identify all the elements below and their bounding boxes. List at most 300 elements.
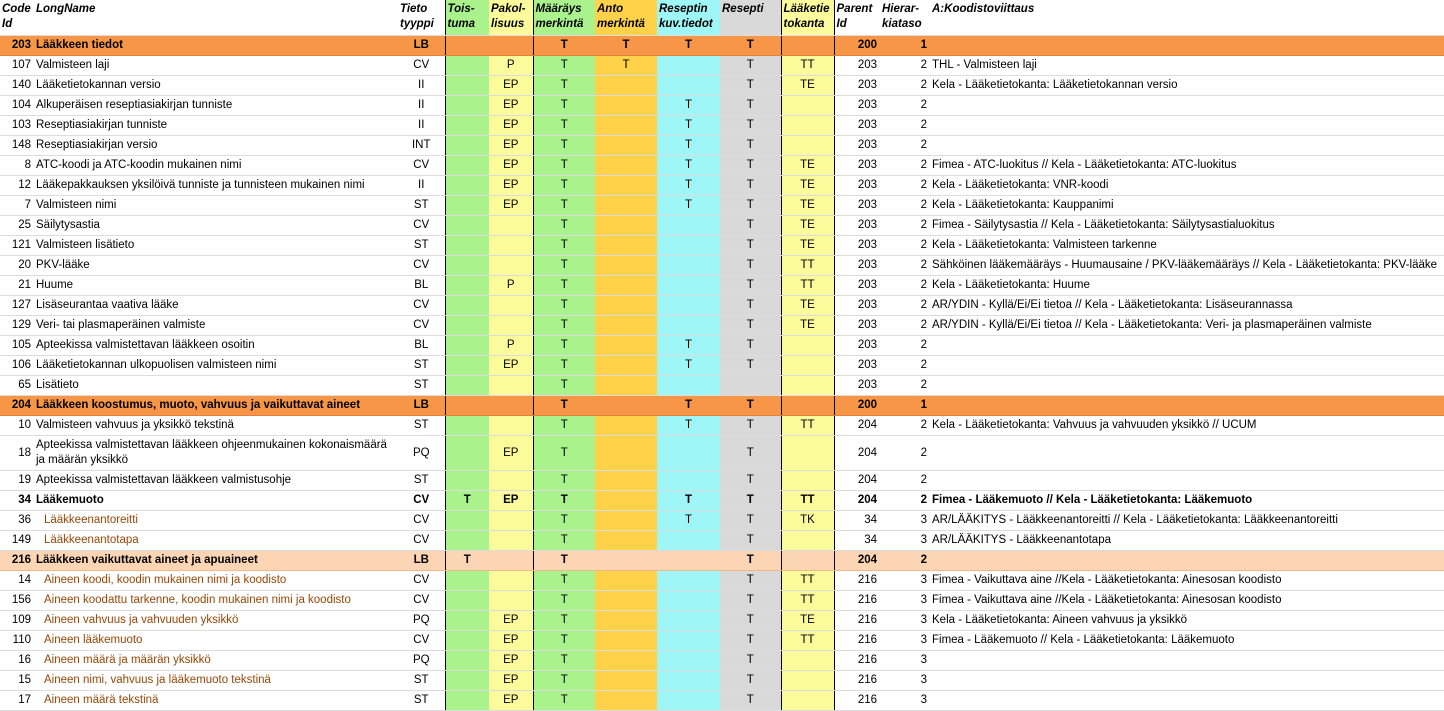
- cell-code-id[interactable]: [0, 76, 34, 96]
- header-laaketietokanta[interactable]: Lääketie tokanta: [781, 0, 834, 36]
- cell-laaketietokanta[interactable]: [781, 176, 834, 196]
- cell-tietotyyppi[interactable]: [398, 196, 445, 216]
- cell-reseptin-kuv[interactable]: [657, 511, 720, 531]
- cell-pakollisuus[interactable]: [489, 136, 533, 156]
- cell-reseptin-kuv[interactable]: [657, 216, 720, 236]
- cell-toistuma[interactable]: [445, 276, 489, 296]
- cell-koodistoviittaus[interactable]: [930, 236, 1444, 256]
- cell-laaketietokanta[interactable]: [781, 631, 834, 651]
- cell-anto[interactable]: [595, 471, 657, 491]
- cell-laaketietokanta[interactable]: [781, 56, 834, 76]
- cell-resepti[interactable]: [720, 36, 781, 56]
- cell-koodistoviittaus[interactable]: [930, 671, 1444, 691]
- cell-code-id[interactable]: [0, 436, 34, 471]
- cell-parent-id[interactable]: [834, 471, 880, 491]
- cell-longname[interactable]: [34, 436, 398, 471]
- cell-parent-id[interactable]: [834, 376, 880, 396]
- cell-tietotyyppi[interactable]: [398, 36, 445, 56]
- cell-code-id[interactable]: [0, 571, 34, 591]
- cell-tietotyyppi[interactable]: [398, 96, 445, 116]
- cell-koodistoviittaus[interactable]: [930, 56, 1444, 76]
- cell-hierarkiataso[interactable]: [880, 56, 930, 76]
- cell-tietotyyppi[interactable]: [398, 356, 445, 376]
- cell-anto[interactable]: [595, 651, 657, 671]
- header-koodistoviittaus[interactable]: A:Koodistoviittaus: [930, 0, 1444, 36]
- cell-reseptin-kuv[interactable]: [657, 316, 720, 336]
- cell-toistuma[interactable]: [445, 376, 489, 396]
- cell-tietotyyppi[interactable]: [398, 651, 445, 671]
- cell-reseptin-kuv[interactable]: [657, 471, 720, 491]
- cell-resepti[interactable]: [720, 56, 781, 76]
- cell-resepti[interactable]: [720, 631, 781, 651]
- cell-reseptin-kuv[interactable]: [657, 571, 720, 591]
- cell-longname[interactable]: [34, 356, 398, 376]
- cell-toistuma[interactable]: [445, 356, 489, 376]
- cell-code-id[interactable]: [0, 396, 34, 416]
- cell-pakollisuus[interactable]: [489, 36, 533, 56]
- cell-pakollisuus[interactable]: [489, 296, 533, 316]
- cell-parent-id[interactable]: [834, 316, 880, 336]
- cell-reseptin-kuv[interactable]: [657, 396, 720, 416]
- cell-maarays[interactable]: [533, 691, 595, 711]
- cell-code-id[interactable]: [0, 116, 34, 136]
- cell-resepti[interactable]: [720, 156, 781, 176]
- cell-resepti[interactable]: [720, 511, 781, 531]
- cell-hierarkiataso[interactable]: [880, 136, 930, 156]
- cell-anto[interactable]: [595, 511, 657, 531]
- cell-pakollisuus[interactable]: [489, 571, 533, 591]
- cell-laaketietokanta[interactable]: [781, 276, 834, 296]
- cell-parent-id[interactable]: [834, 591, 880, 611]
- cell-laaketietokanta[interactable]: [781, 671, 834, 691]
- cell-anto[interactable]: [595, 671, 657, 691]
- cell-parent-id[interactable]: [834, 256, 880, 276]
- cell-longname[interactable]: [34, 491, 398, 511]
- cell-maarays[interactable]: [533, 176, 595, 196]
- cell-tietotyyppi[interactable]: [398, 156, 445, 176]
- cell-anto[interactable]: [595, 571, 657, 591]
- cell-pakollisuus[interactable]: [489, 216, 533, 236]
- cell-toistuma[interactable]: [445, 551, 489, 571]
- cell-reseptin-kuv[interactable]: [657, 176, 720, 196]
- cell-reseptin-kuv[interactable]: [657, 136, 720, 156]
- cell-koodistoviittaus[interactable]: [930, 691, 1444, 711]
- cell-maarays[interactable]: [533, 56, 595, 76]
- cell-parent-id[interactable]: [834, 651, 880, 671]
- cell-reseptin-kuv[interactable]: [657, 531, 720, 551]
- cell-tietotyyppi[interactable]: [398, 396, 445, 416]
- cell-tietotyyppi[interactable]: [398, 316, 445, 336]
- cell-maarays[interactable]: [533, 36, 595, 56]
- cell-anto[interactable]: [595, 276, 657, 296]
- cell-anto[interactable]: [595, 256, 657, 276]
- cell-hierarkiataso[interactable]: [880, 36, 930, 56]
- cell-maarays[interactable]: [533, 416, 595, 436]
- header-parent-id[interactable]: Parent Id: [834, 0, 880, 36]
- cell-pakollisuus[interactable]: [489, 551, 533, 571]
- cell-tietotyyppi[interactable]: [398, 591, 445, 611]
- cell-anto[interactable]: [595, 436, 657, 471]
- cell-laaketietokanta[interactable]: [781, 196, 834, 216]
- cell-parent-id[interactable]: [834, 236, 880, 256]
- cell-parent-id[interactable]: [834, 276, 880, 296]
- cell-pakollisuus[interactable]: [489, 256, 533, 276]
- cell-toistuma[interactable]: [445, 491, 489, 511]
- cell-tietotyyppi[interactable]: [398, 76, 445, 96]
- cell-longname[interactable]: [34, 691, 398, 711]
- cell-hierarkiataso[interactable]: [880, 296, 930, 316]
- cell-code-id[interactable]: [0, 611, 34, 631]
- cell-maarays[interactable]: [533, 216, 595, 236]
- cell-longname[interactable]: [34, 416, 398, 436]
- cell-code-id[interactable]: [0, 56, 34, 76]
- cell-tietotyyppi[interactable]: [398, 611, 445, 631]
- cell-longname[interactable]: [34, 136, 398, 156]
- cell-code-id[interactable]: [0, 531, 34, 551]
- cell-pakollisuus[interactable]: [489, 471, 533, 491]
- cell-toistuma[interactable]: [445, 136, 489, 156]
- cell-laaketietokanta[interactable]: [781, 471, 834, 491]
- cell-hierarkiataso[interactable]: [880, 216, 930, 236]
- cell-longname[interactable]: [34, 96, 398, 116]
- cell-tietotyyppi[interactable]: [398, 136, 445, 156]
- cell-koodistoviittaus[interactable]: [930, 611, 1444, 631]
- cell-anto[interactable]: [595, 96, 657, 116]
- cell-parent-id[interactable]: [834, 336, 880, 356]
- cell-code-id[interactable]: [0, 36, 34, 56]
- cell-toistuma[interactable]: [445, 316, 489, 336]
- cell-maarays[interactable]: [533, 571, 595, 591]
- cell-laaketietokanta[interactable]: [781, 551, 834, 571]
- cell-reseptin-kuv[interactable]: [657, 116, 720, 136]
- cell-hierarkiataso[interactable]: [880, 336, 930, 356]
- cell-anto[interactable]: [595, 136, 657, 156]
- cell-pakollisuus[interactable]: [489, 396, 533, 416]
- cell-toistuma[interactable]: [445, 471, 489, 491]
- cell-code-id[interactable]: [0, 236, 34, 256]
- cell-hierarkiataso[interactable]: [880, 356, 930, 376]
- cell-hierarkiataso[interactable]: [880, 611, 930, 631]
- cell-toistuma[interactable]: [445, 296, 489, 316]
- cell-hierarkiataso[interactable]: [880, 671, 930, 691]
- cell-laaketietokanta[interactable]: [781, 691, 834, 711]
- cell-tietotyyppi[interactable]: [398, 531, 445, 551]
- cell-laaketietokanta[interactable]: [781, 296, 834, 316]
- cell-reseptin-kuv[interactable]: [657, 356, 720, 376]
- cell-laaketietokanta[interactable]: [781, 76, 834, 96]
- cell-code-id[interactable]: [0, 156, 34, 176]
- cell-laaketietokanta[interactable]: [781, 36, 834, 56]
- cell-reseptin-kuv[interactable]: [657, 156, 720, 176]
- cell-parent-id[interactable]: [834, 611, 880, 631]
- cell-maarays[interactable]: [533, 136, 595, 156]
- header-resepti[interactable]: Resepti: [720, 0, 781, 36]
- cell-longname[interactable]: [34, 591, 398, 611]
- cell-hierarkiataso[interactable]: [880, 96, 930, 116]
- cell-reseptin-kuv[interactable]: [657, 196, 720, 216]
- cell-toistuma[interactable]: [445, 416, 489, 436]
- cell-resepti[interactable]: [720, 651, 781, 671]
- cell-pakollisuus[interactable]: [489, 591, 533, 611]
- cell-hierarkiataso[interactable]: [880, 236, 930, 256]
- cell-hierarkiataso[interactable]: [880, 196, 930, 216]
- cell-reseptin-kuv[interactable]: [657, 611, 720, 631]
- cell-parent-id[interactable]: [834, 551, 880, 571]
- cell-laaketietokanta[interactable]: [781, 531, 834, 551]
- cell-parent-id[interactable]: [834, 511, 880, 531]
- cell-code-id[interactable]: [0, 136, 34, 156]
- cell-pakollisuus[interactable]: [489, 651, 533, 671]
- cell-parent-id[interactable]: [834, 156, 880, 176]
- cell-hierarkiataso[interactable]: [880, 631, 930, 651]
- cell-parent-id[interactable]: [834, 531, 880, 551]
- cell-resepti[interactable]: [720, 116, 781, 136]
- cell-anto[interactable]: [595, 116, 657, 136]
- cell-resepti[interactable]: [720, 176, 781, 196]
- cell-koodistoviittaus[interactable]: [930, 136, 1444, 156]
- cell-longname[interactable]: [34, 651, 398, 671]
- cell-parent-id[interactable]: [834, 296, 880, 316]
- cell-pakollisuus[interactable]: [489, 691, 533, 711]
- cell-code-id[interactable]: [0, 651, 34, 671]
- cell-hierarkiataso[interactable]: [880, 511, 930, 531]
- cell-longname[interactable]: [34, 216, 398, 236]
- cell-code-id[interactable]: [0, 631, 34, 651]
- cell-koodistoviittaus[interactable]: [930, 76, 1444, 96]
- cell-longname[interactable]: [34, 316, 398, 336]
- cell-anto[interactable]: [595, 491, 657, 511]
- cell-koodistoviittaus[interactable]: [930, 416, 1444, 436]
- cell-koodistoviittaus[interactable]: [930, 96, 1444, 116]
- cell-maarays[interactable]: [533, 651, 595, 671]
- cell-maarays[interactable]: [533, 96, 595, 116]
- cell-pakollisuus[interactable]: [489, 176, 533, 196]
- cell-laaketietokanta[interactable]: [781, 436, 834, 471]
- cell-tietotyyppi[interactable]: [398, 511, 445, 531]
- cell-longname[interactable]: [34, 551, 398, 571]
- cell-koodistoviittaus[interactable]: [930, 176, 1444, 196]
- cell-resepti[interactable]: [720, 196, 781, 216]
- cell-koodistoviittaus[interactable]: [930, 196, 1444, 216]
- cell-koodistoviittaus[interactable]: [930, 551, 1444, 571]
- cell-toistuma[interactable]: [445, 36, 489, 56]
- cell-code-id[interactable]: [0, 176, 34, 196]
- cell-hierarkiataso[interactable]: [880, 176, 930, 196]
- cell-hierarkiataso[interactable]: [880, 156, 930, 176]
- cell-longname[interactable]: [34, 196, 398, 216]
- cell-resepti[interactable]: [720, 256, 781, 276]
- cell-tietotyyppi[interactable]: [398, 691, 445, 711]
- cell-anto[interactable]: [595, 396, 657, 416]
- cell-hierarkiataso[interactable]: [880, 551, 930, 571]
- cell-maarays[interactable]: [533, 471, 595, 491]
- cell-reseptin-kuv[interactable]: [657, 56, 720, 76]
- cell-hierarkiataso[interactable]: [880, 691, 930, 711]
- cell-koodistoviittaus[interactable]: [930, 531, 1444, 551]
- cell-resepti[interactable]: [720, 336, 781, 356]
- cell-parent-id[interactable]: [834, 356, 880, 376]
- cell-code-id[interactable]: [0, 671, 34, 691]
- cell-toistuma[interactable]: [445, 336, 489, 356]
- cell-code-id[interactable]: [0, 356, 34, 376]
- cell-longname[interactable]: [34, 611, 398, 631]
- cell-longname[interactable]: [34, 531, 398, 551]
- cell-tietotyyppi[interactable]: [398, 416, 445, 436]
- cell-anto[interactable]: [595, 336, 657, 356]
- cell-maarays[interactable]: [533, 436, 595, 471]
- cell-pakollisuus[interactable]: [489, 356, 533, 376]
- cell-code-id[interactable]: [0, 96, 34, 116]
- cell-koodistoviittaus[interactable]: [930, 436, 1444, 471]
- cell-koodistoviittaus[interactable]: [930, 571, 1444, 591]
- cell-longname[interactable]: [34, 156, 398, 176]
- cell-hierarkiataso[interactable]: [880, 76, 930, 96]
- cell-longname[interactable]: [34, 336, 398, 356]
- cell-tietotyyppi[interactable]: [398, 491, 445, 511]
- cell-reseptin-kuv[interactable]: [657, 96, 720, 116]
- cell-toistuma[interactable]: [445, 531, 489, 551]
- cell-anto[interactable]: [595, 591, 657, 611]
- cell-resepti[interactable]: [720, 571, 781, 591]
- cell-reseptin-kuv[interactable]: [657, 591, 720, 611]
- cell-reseptin-kuv[interactable]: [657, 691, 720, 711]
- header-code-id[interactable]: Code Id: [0, 0, 34, 36]
- cell-toistuma[interactable]: [445, 671, 489, 691]
- cell-anto[interactable]: [595, 296, 657, 316]
- cell-hierarkiataso[interactable]: [880, 491, 930, 511]
- cell-pakollisuus[interactable]: [489, 491, 533, 511]
- cell-longname[interactable]: [34, 571, 398, 591]
- cell-longname[interactable]: [34, 236, 398, 256]
- cell-longname[interactable]: [34, 631, 398, 651]
- cell-tietotyyppi[interactable]: [398, 116, 445, 136]
- cell-anto[interactable]: [595, 156, 657, 176]
- cell-parent-id[interactable]: [834, 96, 880, 116]
- cell-toistuma[interactable]: [445, 96, 489, 116]
- cell-reseptin-kuv[interactable]: [657, 236, 720, 256]
- cell-hierarkiataso[interactable]: [880, 116, 930, 136]
- cell-pakollisuus[interactable]: [489, 631, 533, 651]
- cell-parent-id[interactable]: [834, 491, 880, 511]
- cell-koodistoviittaus[interactable]: [930, 316, 1444, 336]
- cell-maarays[interactable]: [533, 276, 595, 296]
- cell-maarays[interactable]: [533, 491, 595, 511]
- header-toistuma[interactable]: Tois- tuma: [445, 0, 489, 36]
- cell-toistuma[interactable]: [445, 236, 489, 256]
- cell-hierarkiataso[interactable]: [880, 591, 930, 611]
- cell-code-id[interactable]: [0, 296, 34, 316]
- cell-maarays[interactable]: [533, 611, 595, 631]
- cell-reseptin-kuv[interactable]: [657, 436, 720, 471]
- cell-resepti[interactable]: [720, 296, 781, 316]
- cell-code-id[interactable]: [0, 691, 34, 711]
- cell-parent-id[interactable]: [834, 116, 880, 136]
- cell-hierarkiataso[interactable]: [880, 276, 930, 296]
- cell-reseptin-kuv[interactable]: [657, 491, 720, 511]
- cell-longname[interactable]: [34, 396, 398, 416]
- cell-maarays[interactable]: [533, 631, 595, 651]
- cell-laaketietokanta[interactable]: [781, 156, 834, 176]
- cell-longname[interactable]: [34, 471, 398, 491]
- cell-laaketietokanta[interactable]: [781, 416, 834, 436]
- cell-reseptin-kuv[interactable]: [657, 256, 720, 276]
- cell-toistuma[interactable]: [445, 611, 489, 631]
- cell-reseptin-kuv[interactable]: [657, 651, 720, 671]
- cell-longname[interactable]: [34, 116, 398, 136]
- header-tietotyyppi[interactable]: Tieto tyyppi: [398, 0, 445, 36]
- cell-maarays[interactable]: [533, 591, 595, 611]
- cell-parent-id[interactable]: [834, 631, 880, 651]
- cell-reseptin-kuv[interactable]: [657, 416, 720, 436]
- cell-longname[interactable]: [34, 671, 398, 691]
- cell-toistuma[interactable]: [445, 436, 489, 471]
- cell-parent-id[interactable]: [834, 436, 880, 471]
- cell-maarays[interactable]: [533, 396, 595, 416]
- cell-code-id[interactable]: [0, 416, 34, 436]
- cell-tietotyyppi[interactable]: [398, 176, 445, 196]
- cell-koodistoviittaus[interactable]: [930, 256, 1444, 276]
- cell-maarays[interactable]: [533, 336, 595, 356]
- cell-anto[interactable]: [595, 416, 657, 436]
- cell-pakollisuus[interactable]: [489, 156, 533, 176]
- cell-toistuma[interactable]: [445, 651, 489, 671]
- cell-anto[interactable]: [595, 236, 657, 256]
- header-reseptin-kuv[interactable]: Reseptin kuv.tiedot: [657, 0, 720, 36]
- cell-resepti[interactable]: [720, 491, 781, 511]
- cell-resepti[interactable]: [720, 611, 781, 631]
- cell-resepti[interactable]: [720, 376, 781, 396]
- cell-maarays[interactable]: [533, 256, 595, 276]
- cell-code-id[interactable]: [0, 336, 34, 356]
- cell-parent-id[interactable]: [834, 56, 880, 76]
- cell-laaketietokanta[interactable]: [781, 316, 834, 336]
- cell-laaketietokanta[interactable]: [781, 356, 834, 376]
- cell-tietotyyppi[interactable]: [398, 376, 445, 396]
- cell-hierarkiataso[interactable]: [880, 256, 930, 276]
- cell-laaketietokanta[interactable]: [781, 116, 834, 136]
- cell-hierarkiataso[interactable]: [880, 376, 930, 396]
- cell-parent-id[interactable]: [834, 216, 880, 236]
- cell-parent-id[interactable]: [834, 571, 880, 591]
- cell-maarays[interactable]: [533, 376, 595, 396]
- cell-anto[interactable]: [595, 176, 657, 196]
- cell-pakollisuus[interactable]: [489, 416, 533, 436]
- cell-anto[interactable]: [595, 631, 657, 651]
- cell-pakollisuus[interactable]: [489, 236, 533, 256]
- cell-laaketietokanta[interactable]: [781, 136, 834, 156]
- cell-pakollisuus[interactable]: [489, 316, 533, 336]
- cell-koodistoviittaus[interactable]: [930, 216, 1444, 236]
- cell-longname[interactable]: [34, 56, 398, 76]
- cell-laaketietokanta[interactable]: [781, 511, 834, 531]
- cell-hierarkiataso[interactable]: [880, 651, 930, 671]
- cell-maarays[interactable]: [533, 671, 595, 691]
- cell-pakollisuus[interactable]: [489, 436, 533, 471]
- cell-resepti[interactable]: [720, 436, 781, 471]
- cell-parent-id[interactable]: [834, 416, 880, 436]
- cell-code-id[interactable]: [0, 511, 34, 531]
- cell-hierarkiataso[interactable]: [880, 436, 930, 471]
- cell-tietotyyppi[interactable]: [398, 551, 445, 571]
- cell-tietotyyppi[interactable]: [398, 436, 445, 471]
- cell-laaketietokanta[interactable]: [781, 491, 834, 511]
- cell-toistuma[interactable]: [445, 511, 489, 531]
- cell-laaketietokanta[interactable]: [781, 611, 834, 631]
- cell-anto[interactable]: [595, 611, 657, 631]
- cell-parent-id[interactable]: [834, 76, 880, 96]
- cell-resepti[interactable]: [720, 356, 781, 376]
- cell-hierarkiataso[interactable]: [880, 416, 930, 436]
